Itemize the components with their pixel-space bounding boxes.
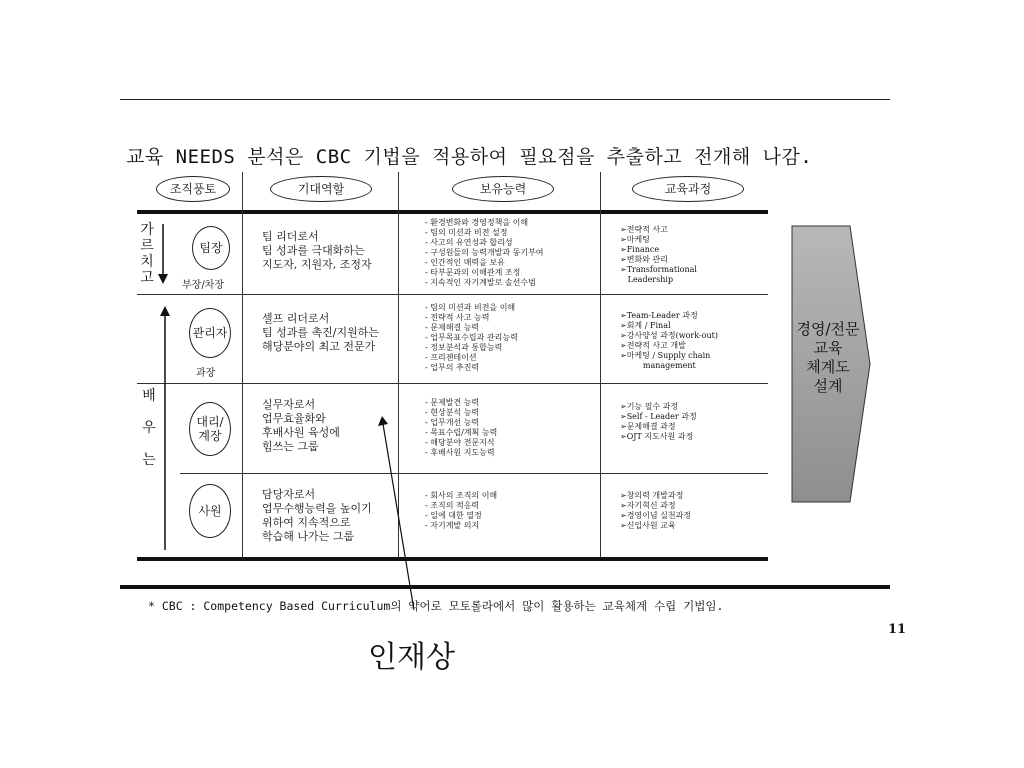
side-label-teach: 가 르 치 고	[140, 222, 154, 286]
level-oval-staff: 사원	[189, 484, 231, 538]
up-arrow-icon	[158, 304, 172, 552]
role-text-3: 실무자로서 업무효율화와 후배사원 육성에 힘쓰는 그룹	[262, 398, 340, 453]
annotation-arrow	[374, 414, 424, 614]
role-text-1: 팀 리더로서 팀 성과를 극대화하는 지도자, 지원자, 조정자	[262, 230, 372, 271]
level-sublabel-1: 부장/차장	[182, 280, 225, 291]
row-divider-3	[180, 473, 768, 474]
down-arrow-icon	[156, 222, 170, 286]
course-list-3: ➢기능 필수 과정 ➢Self - Leader 과정 ➢문제해결 과정 ➢OJT 지도사원 과정	[620, 402, 697, 441]
top-divider	[120, 99, 890, 100]
level-oval-assistant	[189, 402, 231, 456]
level-sublabel-2: 과장	[196, 368, 216, 379]
footer-rule	[120, 585, 890, 589]
competency-list-2: - 팀의 미션과 비전을 이해 - 전략적 사고 능력 - 문제해결 능력 - 업무목표수립과 관리능력 - 정보분석과 통합능력 - 프리젠테이션 - 업무의 추진력	[425, 303, 518, 372]
col-divider-3	[600, 172, 601, 557]
course-list-2: ➢Team-Leader 과정 ➢회계 / Final ➢강사양성 과정(work-out) ➢전략적 사고 개발 ➢마케팅 / Supply chain management	[620, 311, 718, 370]
level-oval-manager: 관리자	[189, 308, 231, 358]
row-divider-1	[137, 294, 768, 295]
header-competency: 보유능력	[452, 176, 554, 202]
header-course: 교육과정	[632, 176, 744, 202]
role-text-2: 셀프 리더로서 팀 성과를 촉진/지원하는 해당분야의 최고 전문가	[262, 312, 379, 353]
course-list-1: ➢전략적 사고 ➢마케팅 ➢Finance ➢변화와 관리 ➢Transformational Leadership	[620, 225, 697, 284]
headline: 교육 NEEDS 분석은 CBC 기법을 적용하여 필요점을 추출하고 전개해 나감.	[126, 146, 813, 168]
page-number: 11	[888, 622, 907, 637]
col-divider-1	[242, 172, 243, 557]
level-oval-teamlead: 팀장	[192, 226, 230, 270]
course-list-4: ➢창의력 개발과정 ➢자기혁신 과정 ➢경영이념 실천과정 ➢신입사원 교육	[620, 491, 692, 530]
header-org: 조직풍토	[156, 176, 230, 202]
footnote: * CBC : Competency Based Curriculum의 약어로 모토롤라에서 많이 활용하는 교육체계 수립 기법임.	[148, 599, 724, 613]
role-text-4: 담당자로서 업무수행능력을 높이기 위하여 지속적으로 학습해 나가는 그룹	[262, 488, 372, 543]
competency-list-1: - 환경변화와 경영정책을 이해 - 팀의 미션과 비전 설정 - 사고의 유연성과 합리성 - 구성원들의 능력개발과 동기부여 - 인간적인 매력을 보유 - 타부문과의 이해관계 조정 - 지속적인 자기계발로 솔선수범	[425, 218, 544, 287]
header-role: 기대역할	[270, 176, 372, 202]
competency-list-4: - 회사의 조직의 이해 - 조직의 적응력 - 일에 대한 열정 - 자기계발 의지	[425, 491, 498, 530]
table-top-rule	[137, 210, 768, 214]
side-box-label: 경영/전문 교육 체계도 설계	[796, 320, 860, 395]
level-label-3: 대리/ 계장	[196, 415, 224, 443]
table-bottom-rule	[137, 557, 768, 561]
row-divider-2	[137, 383, 768, 384]
competency-list-3: - 문제발견 능력 - 현상분석 능력 - 업무개선 능력 - 목표수립/계획 능력 - 해당분야 전문지식 - 후배사원 지도능력	[425, 398, 498, 457]
caption-text: 인재상	[368, 640, 455, 675]
side-label-learn: 배 우 는	[142, 388, 156, 468]
